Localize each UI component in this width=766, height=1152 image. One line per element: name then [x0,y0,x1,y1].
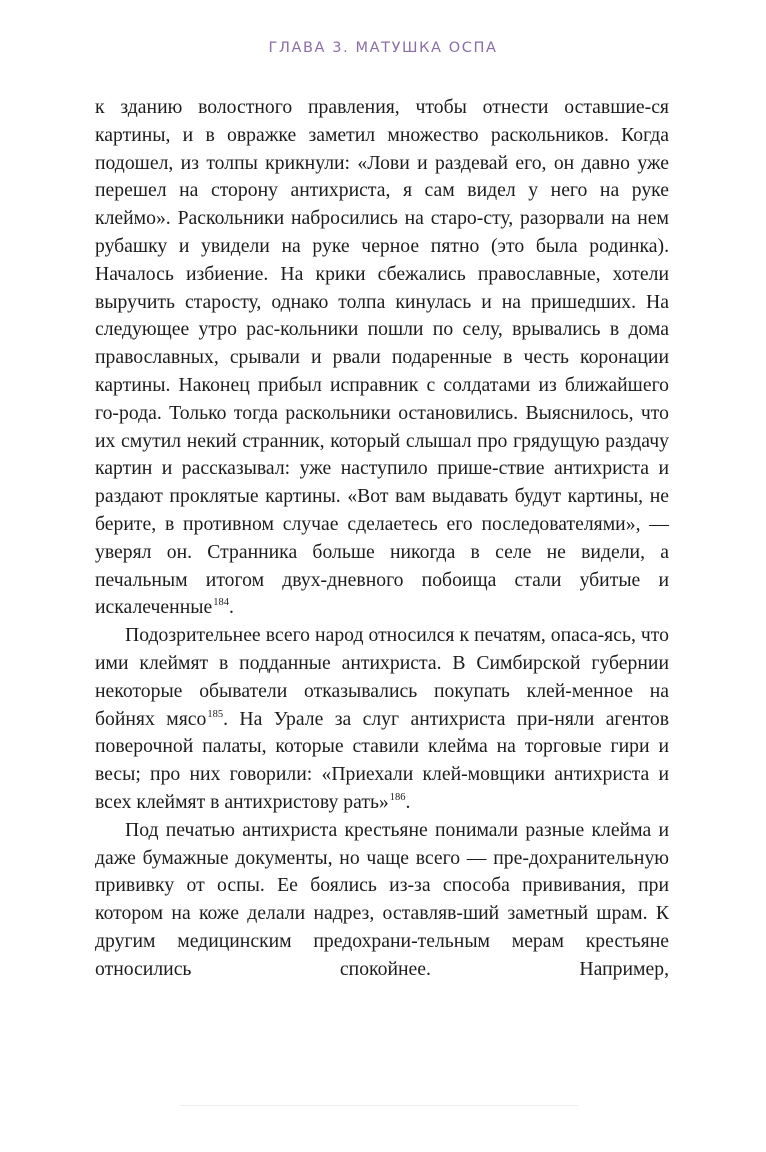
paragraph [95,94,669,622]
text-run: . [405,790,411,813]
paragraph [95,622,669,817]
text-run: Подозрительнее всего народ относился к печатям, опаса-ясь, что ими клеймят в подданные антихриста. В Симбирской губернии некоторые обыватели отказывались покупать клей-менное на бойнях мясо [95,624,669,730]
footnote-marker[interactable]: 185 [207,708,224,720]
footnote-marker[interactable]: 184 [213,597,229,609]
running-head: ГЛАВА 3. МАТУШКА ОСПА [268,40,498,56]
text-run: . [228,596,234,619]
footnote-marker[interactable]: 186 [389,791,406,803]
text-body [95,94,669,984]
text-run: к зданию волостного правления, чтобы отнести оставшие-ся картины, и в овражке заметил множество раскольников. Когда подошел, из толпы крикнули: «Лови и раздевай его, он давно уже перешел на сторону антихриста, я сам видел у него на руке клеймо». Раскольники набросились на старо-сту, разорвали на нем рубашку и увидели на руке черное пятно (это была родинка). Началось избиение. На крики сбежались православные, хотели выручить старосту, однако толпа кинулась и на пришедших. На следующее утро рас-кольники пошли по селу, врывались в дома православных, срывали и рвали подаренные в честь коронации картины. Наконец прибыл исправник с солдатами из ближайшего го-рода. Только тогда раскольники остановились. Выяснилось, что их смутил некий странник, который слышал про грядущую раздачу картин и рассказывал: уже наступило прише-ствие антихриста и раздают проклятые картины. «Вот вам выдавать будут картины, не берите, в противном случае сделаетесь его последователями», — уверял он. Странника больше никогда в селе не видели, а печальным итогом двух-дневного побоища стали убитые и искалеченные [95,96,669,619]
footer-divider [180,1105,578,1106]
text-run: Под печатью антихриста крестьяне понимали разные клейма и даже бумажные документы, но чаще всего — пре-дохранительную прививку от оспы. Ее боялись из-за способа прививания, при котором на коже делали надрез, оставляв-ший заметный шрам. К другим медицинским предохрани-тельным мерам крестьяне относились спокойнее. Например, [95,818,669,980]
text-run: . На Урале за слуг антихриста при-няли агентов поверочной палаты, которые ставили клейма на торговые гири и весы; про них говорили: «Приехали клей-мовщики антихриста и всех клеймят в антихристову рать» [95,707,670,813]
paragraph [95,817,669,984]
